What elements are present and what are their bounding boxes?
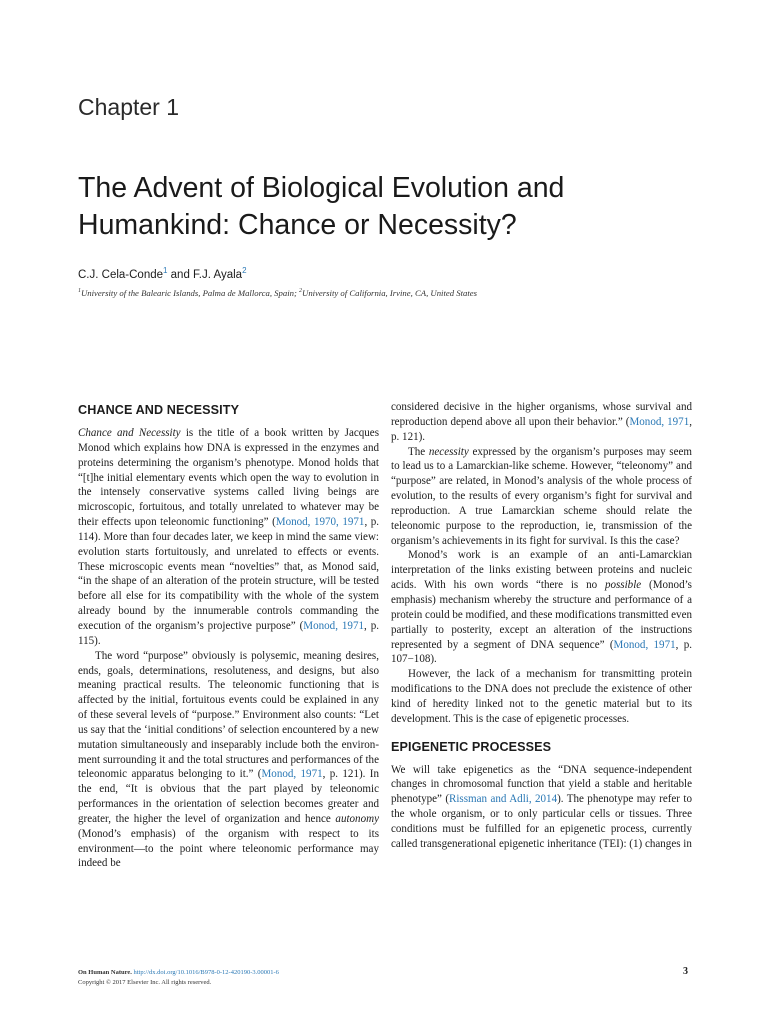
paragraph-text: The word “purpose” obviously is polysemic, meaning desires, ends, goals, determinations, resoluteness, and designs, but also meaning practical results. The teleonomic functioning that is affected by the initial, fortuitous events could be explained in any of these several levels of “purpose.” Environment also counts: “Let us say that the ‘initial conditions’ of selection encountered by a new mutation simultaneously and inseparably include both the environment surrounding it and the total structures and performances of the teleonomic apparatus belonging to it.” ( — [78, 649, 379, 781]
paragraph-text: (Monod’s emphasis) mechanism whereby the structure and performance of a protein could be modified, and these modifications transmitted even partially to posterity, except an alteration of the instructions represented by a segment of DNA sequence” ( — [391, 579, 692, 651]
citation-link[interactable]: Rissman and Adli, 2014 — [449, 793, 558, 806]
paragraph — [391, 667, 692, 726]
paragraph-text: expressed by the organism’s purposes may seem to lead us to a Lamarckian-like scheme. However, “teleonomy” and “purpose” are related, in Monod’s analysis of the whole process of evolution, to the results of every organism’s fight for survival and reproduction. A true Lamarckian scheme should relate the teleonomic purpose to the reproduction, ie, transmission of the organism’s achievements in its fight for survival. Is this the case? — [391, 445, 692, 547]
chapter-title-line2: Humankind: Chance or Necessity? — [78, 209, 517, 241]
paragraph — [391, 548, 692, 667]
citation-link[interactable]: Monod, 1971 — [613, 638, 676, 651]
paragraph-text: We will take epigenetics as the “DNA sequence-independent changes in chromosomal function that yield a stable and heritable phenotype” ( — [391, 763, 692, 806]
paragraph-text: considered decisive in the higher organisms, whose survival and reproduction depend above all upon their behavior.” ( — [391, 401, 692, 428]
citation-link[interactable]: Monod, 1970, 1971 — [275, 516, 365, 529]
book-title: Chance and Necessity — [78, 427, 181, 439]
paragraph-text: ). The phenotype may refer to the whole organism, or to only particular cells or tissues. Three conditions must be fulfilled for an epigenetic process, currently called transgenerational epigenetic inheritance (TEI): (1) changes in — [391, 793, 692, 850]
emphasis: necessity — [428, 445, 469, 458]
affiliation-text: University of the Balearic Islands, Palma de Mallorca, Spain; — [81, 288, 300, 298]
affiliation-marker: 1 — [78, 288, 81, 295]
paragraph-text: , p. 121). — [391, 415, 692, 443]
paragraph — [78, 426, 379, 649]
affiliation-text: University of California, Irvine, CA, United States — [302, 288, 477, 298]
author-list — [78, 266, 247, 281]
citation-link[interactable]: Monod, 1971 — [261, 768, 323, 781]
affiliation-marker[interactable]: 1 — [163, 266, 168, 275]
chapter-title — [78, 170, 698, 244]
author-separator: and — [167, 268, 194, 281]
paragraph-text: (Monod’s emphasis) of the organism with respect to its environment—to the point where teleonomic performance may indeed be — [78, 827, 379, 870]
right-column — [391, 400, 692, 852]
paragraph-text: , p. 114). More than four decades later, we keep in mind the same view: evolution starts fortuitously, and unrelated to effects or events. These microscopic events mean “novelties” that, as Monod said, “in the shape of an alteration of the protein structure, will be tested before all else for its compatibility with the whole of the system already bound by the innumerable controls commanding the execution of the organism’s projective purpose” ( — [78, 516, 380, 632]
paragraph-text: However, the lack of a mechanism for transmitting protein modifications to the DNA does not preclude the existence of other kind of heredity linked not to the genetic material but to its development. This is the case of epigenetic processes. — [391, 668, 692, 725]
paragraph — [78, 649, 379, 872]
doi-link[interactable]: http://dx.doi.org/10.1016/B978-0-12-420190-3.00001-6 — [133, 969, 279, 976]
paragraph-text: , p. 115). — [78, 619, 379, 647]
paragraph-text: , p. 107−108). — [391, 638, 693, 666]
paragraph — [391, 763, 692, 852]
affiliation-marker: 2 — [299, 288, 303, 295]
chapter-title-line1: The Advent of Biological Evolution and — [78, 172, 565, 204]
book-title-footer: On Human Nature. — [78, 969, 132, 976]
citation-link[interactable]: Monod, 1971 — [303, 619, 364, 632]
paragraph — [391, 445, 692, 549]
page-number: 3 — [683, 966, 688, 977]
page-footer — [78, 968, 689, 987]
affiliation-marker[interactable]: 2 — [242, 266, 247, 275]
left-column — [78, 400, 379, 871]
emphasis: autonomy — [335, 812, 379, 825]
emphasis: possible — [604, 579, 642, 592]
section-heading: EPIGENETIC PROCESSES — [391, 739, 552, 754]
paragraph — [391, 400, 692, 445]
paragraph-text: is the title of a book written by Jacques Monod which explains how DNA is expressed in the enzymes and proteins determining the organism’s phenotype. Monod holds that “[t]he initial elementary events which open the way to evolution in the intensely conservative systems called living beings are microscopic, fortuitous, and totally unrelated to whatever may be their effects upon teleonomic functioning” ( — [78, 427, 379, 529]
author-name: F.J. Ayala — [193, 268, 243, 281]
paragraph-text: Monod’s work is an example of an anti-Lamarckian interpretation of the links existing between proteins and nucleic acids. With his own words “there is no — [391, 549, 692, 592]
paragraph-text: , p. 121). In the end, “It is obvious that the part played by teleonomic performances in the orientation of selection becomes greater and greater, the higher the level of organization and hence — [78, 768, 379, 825]
author-name: C.J. Cela-Conde — [78, 268, 164, 281]
citation-link[interactable]: Monod, 1971 — [629, 415, 690, 428]
paragraph-text: The — [408, 445, 429, 458]
section-heading: CHANCE AND NECESSITY — [78, 403, 240, 417]
chapter-label: Chapter 1 — [78, 94, 180, 120]
affiliations — [78, 288, 698, 298]
copyright-notice: Copyright © 2017 Elsevier Inc. All rights reserved. — [78, 978, 212, 986]
